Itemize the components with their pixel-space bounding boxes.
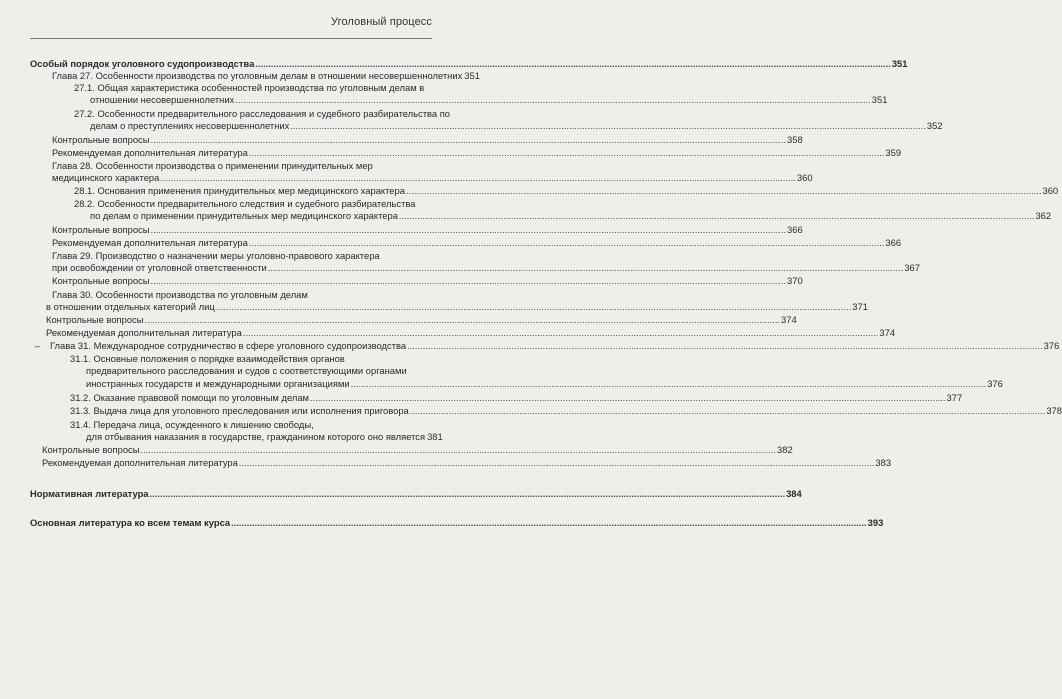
toc-entry-title-line: в отношении отдельных категорий лиц: [46, 301, 215, 312]
toc-page-number: 366: [885, 237, 902, 248]
toc-entry-title: Рекомендуемая дополнительная литература: [42, 457, 238, 468]
toc-page-number: 360: [1042, 185, 1059, 196]
toc-entry-title: Нормативная литература: [30, 488, 149, 499]
toc-entry-title-line: по делам о применении принудительных мер медицинского характера: [90, 210, 398, 221]
toc-entry-title-line: Глава 30. Особенности производства по уголовным делам: [52, 289, 308, 300]
toc-page-number: 374: [781, 314, 797, 325]
toc-entry-title: Контрольные вопросы: [42, 444, 140, 455]
toc-page-number: 358: [787, 134, 803, 145]
toc-entry-title-line: медицинского характера: [52, 172, 160, 183]
toc-page-number: 366: [787, 224, 803, 235]
toc-entry-title: Особый порядок уголовного судопроизводства: [30, 58, 255, 69]
toc-entry-title: 31.3. Выдача лица для уголовного преследования или исполнения приговора: [70, 405, 409, 416]
toc-page-number: 376: [1043, 340, 1060, 351]
toc-page-number: 362: [1035, 210, 1052, 221]
toc-page-number: 370: [787, 275, 803, 286]
toc-entry-title: Рекомендуемая дополнительная литература: [52, 237, 248, 248]
toc-entry-title: 28.1. Основания применения принудительных мер медицинского характера: [74, 185, 405, 196]
toc-page-number: 384: [786, 488, 802, 499]
toc-page-number: 360: [796, 172, 813, 183]
margin-dash-mark: –: [35, 340, 41, 351]
toc-entry-title-line: 27.2. Особенности предварительного расследования и судебного разбирательства по: [74, 108, 450, 119]
toc-entry-title: 31.2. Оказание правовой помощи по уголовным делам: [70, 392, 309, 403]
toc-page-number: 376: [987, 378, 1003, 389]
toc-entry-title: Рекомендуемая дополнительная литература: [46, 327, 242, 338]
toc-page-number: 351: [891, 58, 908, 69]
toc-entry-title-line: отношении несовершеннолетних: [90, 94, 235, 105]
toc-page-number: 393: [867, 517, 884, 528]
toc-entry-title: Глава 27. Особенности производства по уголовным делам в отношении несовершеннолетних: [52, 70, 463, 81]
toc-entry-title-line: 27.1. Общая характеристика особенностей производства по уголовным делам в: [74, 82, 425, 93]
toc-entry-title-line: предварительного расследования и судов с соответствующими органами: [86, 365, 407, 376]
toc-page-number: 381: [427, 431, 443, 442]
toc-page-number: 382: [777, 444, 793, 455]
toc-entry-title-line: Глава 29. Производство о назначении меры уголовно-правового характера: [52, 250, 380, 261]
running-head: Уголовный процесс: [330, 16, 432, 28]
toc-entry-title-line: при освобождении от уголовной ответственности: [52, 262, 267, 273]
toc-page-number: 351: [871, 94, 888, 105]
toc-entry-title: Контрольные вопросы: [52, 134, 150, 145]
toc-entry-title-line: Глава 28. Особенности производства о применении принудительных мер: [52, 160, 373, 171]
toc-entry-title-line: иностранных государств и международными организациями: [86, 378, 350, 389]
toc-entry-title: Основная литература ко всем темам курса: [30, 517, 231, 528]
toc-page-number: 374: [879, 327, 896, 338]
toc-page-number: 383: [875, 457, 892, 468]
toc-entry-title: Контрольные вопросы: [52, 275, 150, 286]
toc-entry-title: Контрольные вопросы: [46, 314, 144, 325]
toc-page-number: 351: [464, 70, 480, 81]
page-header: [0, 0, 460, 44]
toc-entry-title-line: 28.2. Особенности предварительного следствия и судебного разбирательства: [74, 198, 416, 209]
toc-entry-title: Глава 31. Международное сотрудничество в сфере уголовного судопроизводства: [50, 340, 407, 351]
toc-page-number: 371: [852, 301, 868, 312]
toc-page-number: 352: [926, 120, 943, 131]
toc-entry-title-line: для отбывания наказания в государстве, гражданином которого оно является: [86, 431, 426, 442]
toc-entry-title: Рекомендуемая дополнительная литература: [52, 147, 248, 158]
toc-page-number: 367: [904, 262, 920, 273]
toc-entry-title: Контрольные вопросы: [52, 224, 150, 235]
header-rule: [30, 38, 432, 39]
toc-page-number: 378: [1046, 405, 1062, 416]
toc-entry-title-line: делам о преступлениях несовершеннолетних: [90, 120, 290, 131]
toc-entry-title-line: 31.4. Передача лица, осужденного к лишению свободы,: [70, 419, 314, 430]
toc-page-number: 377: [946, 392, 963, 403]
toc-entry-title-line: 31.1. Основные положения о порядке взаимодействия органов: [70, 353, 345, 364]
toc-page-number: 359: [885, 147, 902, 158]
